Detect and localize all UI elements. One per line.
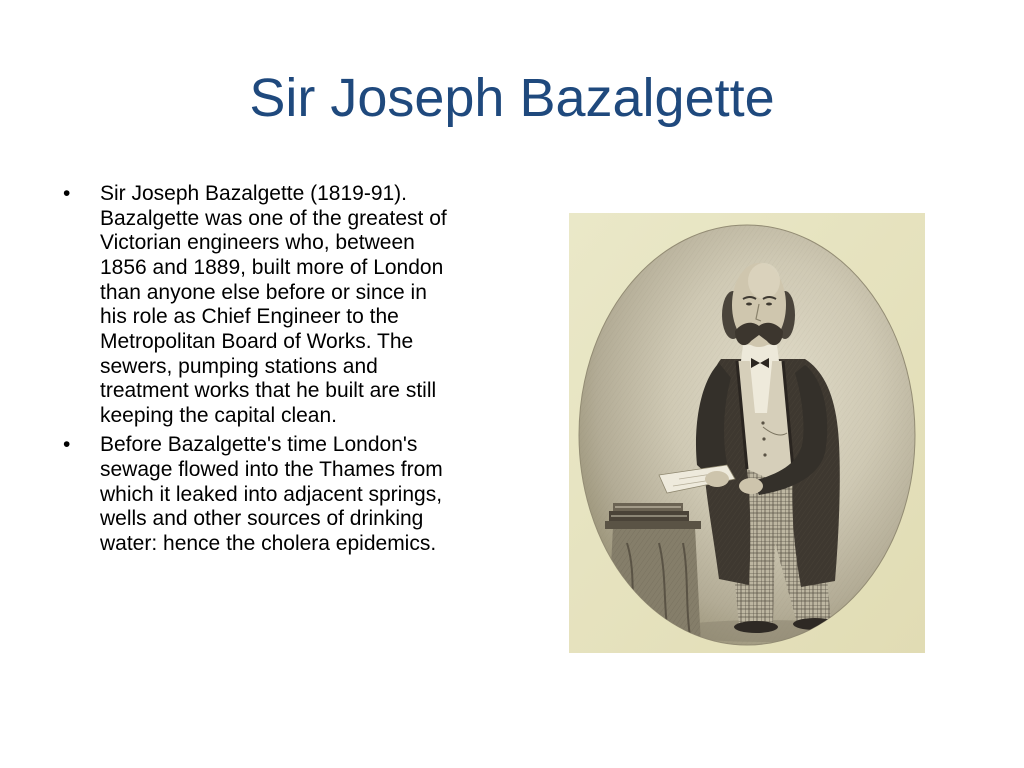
bullet-text-line: water: hence the cholera epidemics. xyxy=(100,531,437,555)
bullet-text-line: wells and other sources of drinking xyxy=(100,507,424,531)
bullet-text-line: treatment works that he built are still xyxy=(100,379,437,403)
bullet-text-line: Metropolitan Board of Works. The xyxy=(100,330,414,354)
bullet-text-line: sewage flowed into the Thames from xyxy=(100,457,443,481)
bullet-item xyxy=(62,433,532,556)
bullet-text-line: than anyone else before or since in xyxy=(100,280,427,304)
bullet-text-line: Sir Joseph Bazalgette (1819-91). xyxy=(100,182,408,205)
bullet-item xyxy=(62,182,532,429)
bullet-marker: • xyxy=(63,182,71,205)
portrait-image xyxy=(569,213,925,653)
bullet-text-line: his role as Chief Engineer to the xyxy=(100,305,399,329)
bullet-list xyxy=(62,182,532,557)
bullet-text-line: 1856 and 1889, built more of London xyxy=(100,256,444,280)
bullet-text-line: Bazalgette was one of the greatest of xyxy=(100,206,447,230)
bullet-marker: • xyxy=(63,433,71,457)
bullet-text-line: Before Bazalgette's time London's xyxy=(100,433,418,457)
bullet-text-line: Victorian engineers who, between xyxy=(100,231,415,255)
slide-title: Sir Joseph Bazalgette xyxy=(249,68,775,128)
bullet-text-line: keeping the capital clean. xyxy=(100,404,337,428)
bullet-text-line: sewers, pumping stations and xyxy=(100,354,378,378)
bullet-text-line: which it leaked into adjacent springs, xyxy=(100,482,443,506)
